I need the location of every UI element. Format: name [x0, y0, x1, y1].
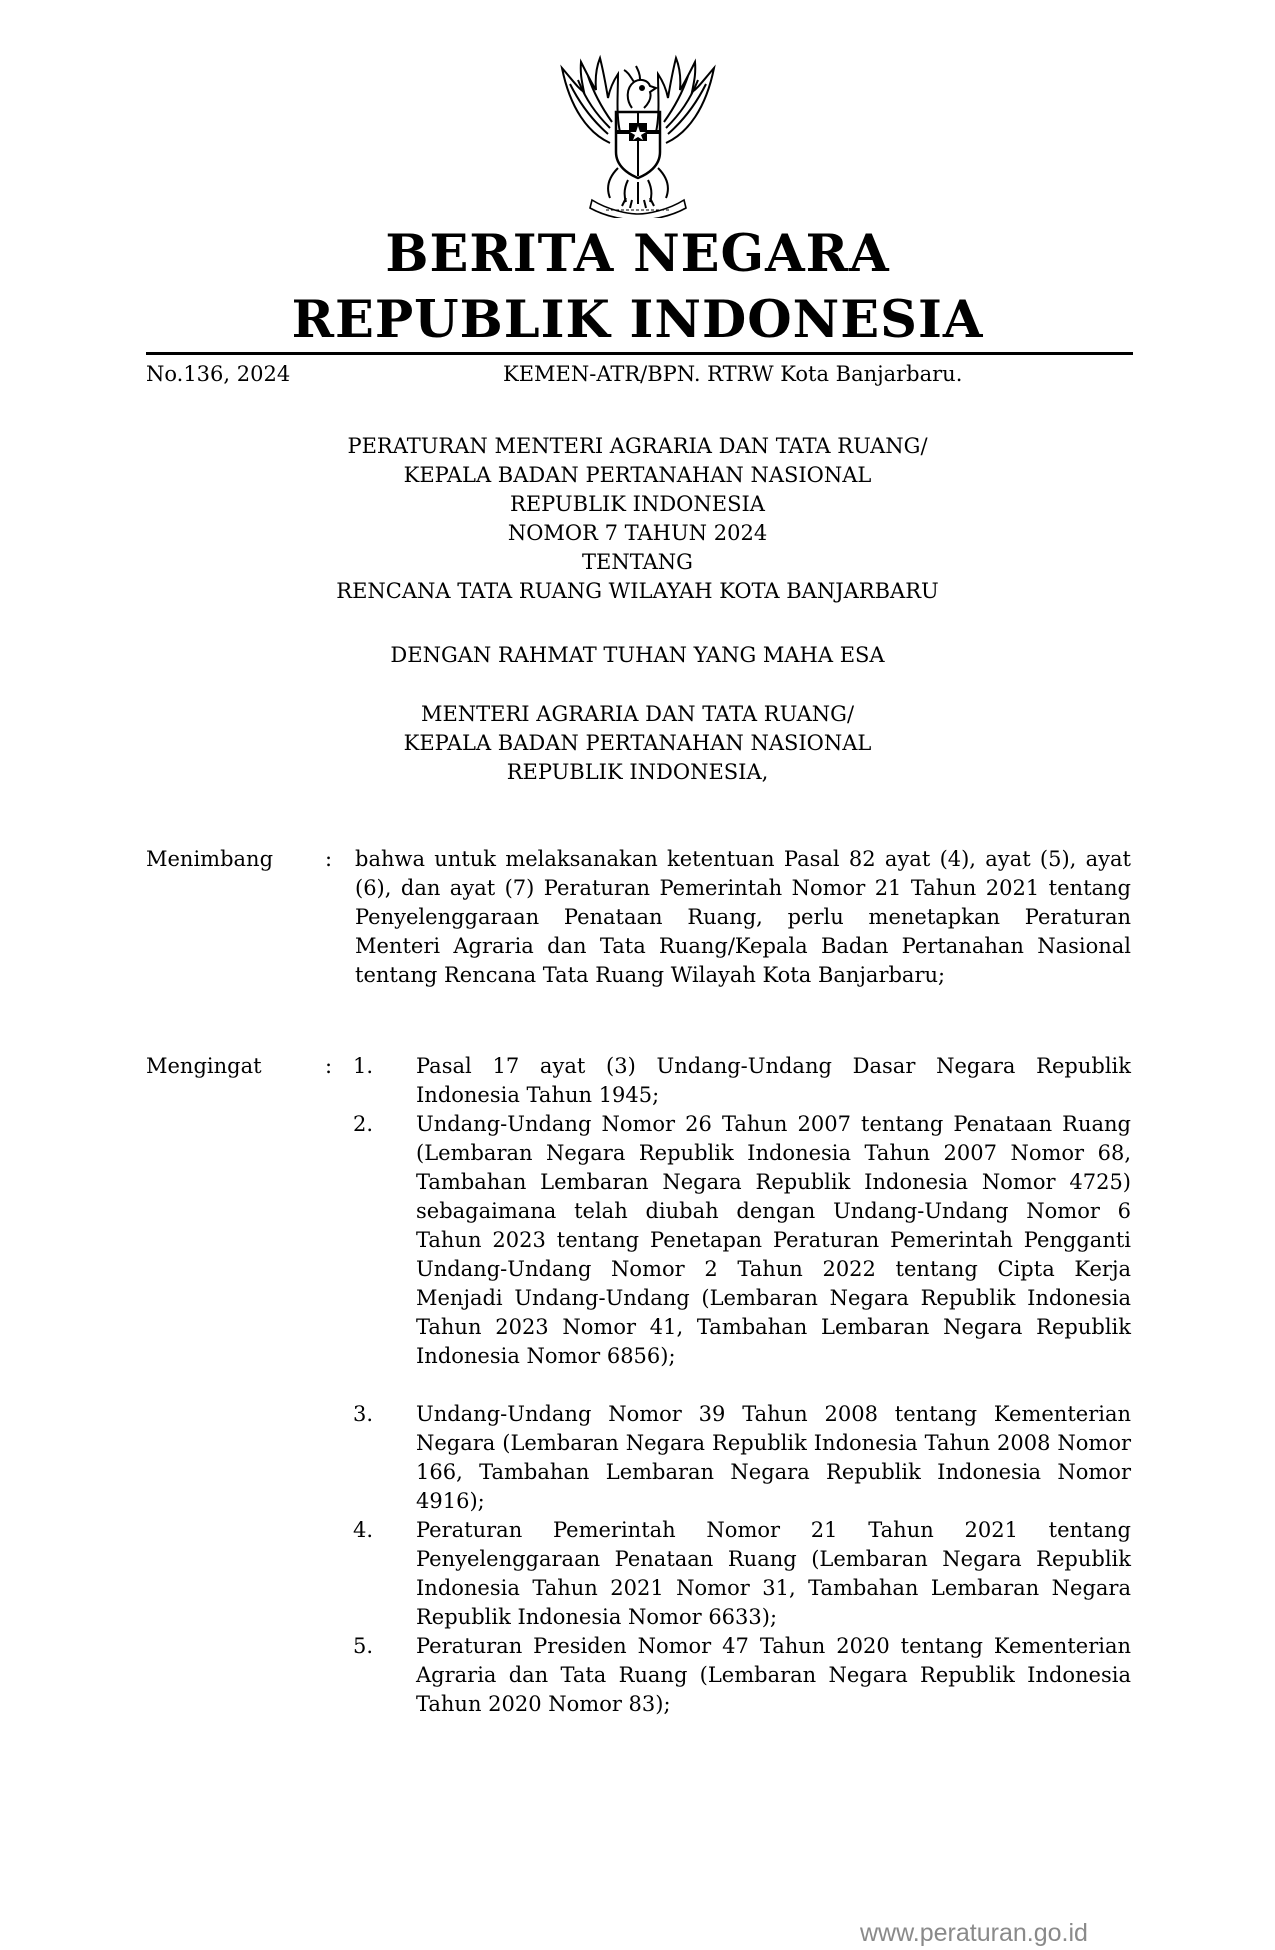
- mengingat-colon: :: [325, 1054, 333, 1078]
- regulation-title-line: PERATURAN MENTERI AGRARIA DAN TATA RUANG/: [347, 434, 928, 458]
- menimbang-text: bahwa untuk melaksanakan ketentuan Pasal 82 ayat (4), ayat (5), ayat (6), dan ayat (7) Peraturan Pemerintah Nomor 21 Tahun 2021 tentang Penyelenggaraan Penataan Ruang, perlu menetapkan Peraturan Menteri Agraria dan Tata Ruang/Kepala Badan Pertanahan Nasional tentang Rencana Tata Ruang Wilayah Kota Banjarbaru;: [355, 847, 1131, 987]
- regulation-title-line: RENCANA TATA RUANG WILAYAH KOTA BANJARBARU: [336, 579, 939, 603]
- regulation-title-line: NOMOR 7 TAHUN 2024: [507, 521, 768, 545]
- list-item: Peraturan Pemerintah Nomor 21 Tahun 2021 tentang Penyelenggaraan Penataan Ruang (Lembaran Negara Republik Indonesia Tahun 2021 Nomor 31, Tambahan Lembaran Negara Republik Indonesia Nomor 6633);: [416, 1518, 1131, 1629]
- menimbang-label: Menimbang: [146, 847, 274, 871]
- list-item: Undang-Undang Nomor 26 Tahun 2007 tentang Penataan Ruang (Lembaran Negara Republik Indonesia Tahun 2007 Nomor 68, Tambahan Lembaran Negara Republik Indonesia Nomor 4725) sebagaimana telah diubah dengan Undang-Undang Nomor 6 Tahun 2023 tentang Penetapan Peraturan Pemerintah Pengganti Undang-Undang Nomor 2 Tahun 2022 tentang Cipta Kerja Menjadi Undang-Undang (Lembaran Negara Republik Indonesia Tahun 2023 Nomor 41, Tambahan Lembaran Negara Republik Indonesia Nomor 6856);: [416, 1112, 1131, 1368]
- regulation-title-line: KEPALA BADAN PERTANAHAN NASIONAL: [403, 463, 872, 487]
- authority-line: KEPALA BADAN PERTANAHAN NASIONAL: [403, 731, 872, 755]
- gazette-number: No.136, 2024: [146, 362, 291, 386]
- regulation-title-line: REPUBLIK INDONESIA: [510, 492, 765, 516]
- authority-line: REPUBLIK INDONESIA,: [506, 760, 769, 784]
- list-item-number: 4.: [353, 1518, 374, 1542]
- list-item-number: 1.: [353, 1054, 374, 1078]
- list-item-number: 3.: [353, 1402, 374, 1426]
- regulation-title: [0, 432, 1275, 606]
- authority-line: MENTERI AGRARIA DAN TATA RUANG/: [420, 702, 855, 726]
- list-item-number: 2.: [353, 1112, 374, 1136]
- invocation: DENGAN RAHMAT TUHAN YANG MAHA ESA: [390, 643, 885, 667]
- list-item: Pasal 17 ayat (3) Undang-Undang Dasar Negara Republik Indonesia Tahun 1945;: [416, 1054, 1131, 1107]
- footer-url: www.peraturan.go.id: [860, 1919, 1088, 1947]
- list-item: Undang-Undang Nomor 39 Tahun 2008 tentang Kementerian Negara (Lembaran Negara Republik Indonesia Tahun 2008 Nomor 166, Tambahan Lembaran Negara Republik Indonesia Nomor 4916);: [416, 1402, 1131, 1513]
- header-divider: [146, 352, 1133, 355]
- gazette-title-line-1: BERITA NEGARA: [385, 224, 890, 284]
- gazette-title-line-2: REPUBLIK INDONESIA: [291, 290, 984, 350]
- menimbang-colon: :: [325, 847, 333, 871]
- list-item-number: 5.: [353, 1634, 374, 1658]
- gazette-summary: KEMEN-ATR/BPN. RTRW Kota Banjarbaru.: [503, 362, 963, 386]
- mengingat-label: Mengingat: [146, 1054, 262, 1078]
- list-item: Peraturan Presiden Nomor 47 Tahun 2020 tentang Kementerian Agraria dan Tata Ruang (Lembaran Negara Republik Indonesia Tahun 2020 Nomor 83);: [416, 1634, 1131, 1716]
- regulation-title-line: TENTANG: [582, 550, 693, 574]
- authority: [0, 700, 1275, 787]
- garuda-pancasila-icon: [548, 48, 728, 218]
